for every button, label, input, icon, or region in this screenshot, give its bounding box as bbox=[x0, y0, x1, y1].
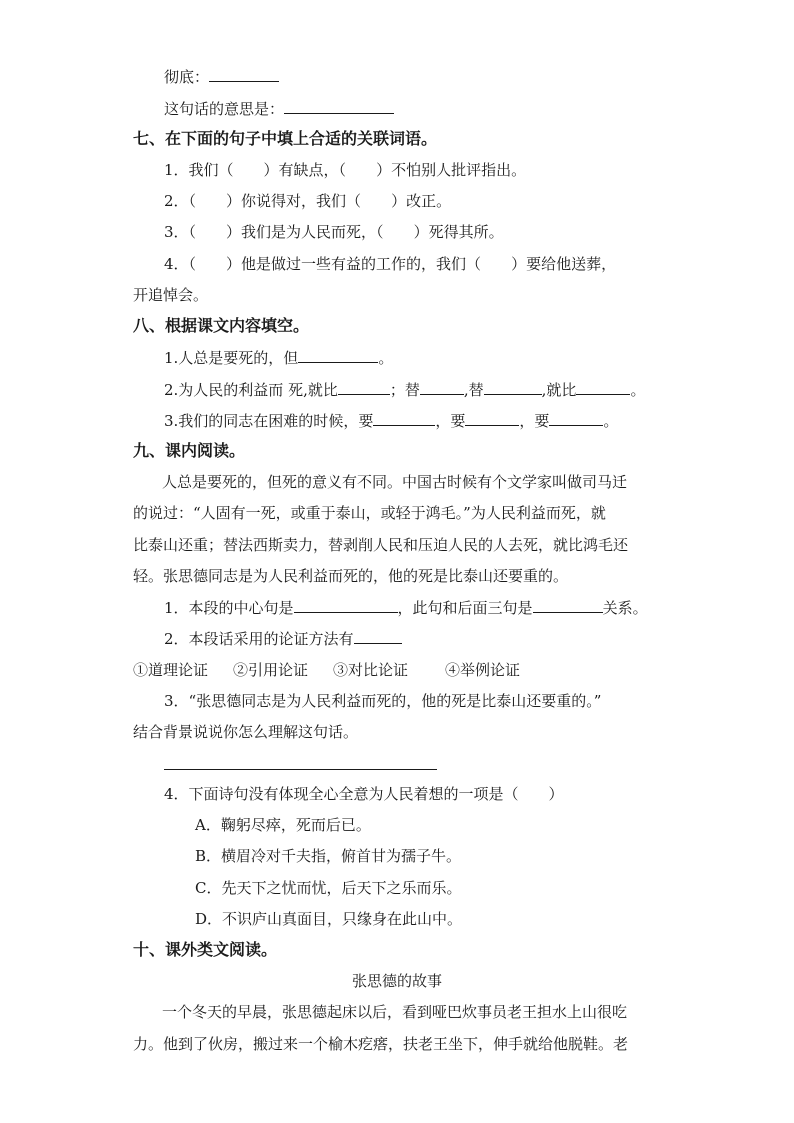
sec9-q1-blank-2[interactable] bbox=[533, 597, 603, 613]
section-10-heading: 十、课外类文阅读。 bbox=[133, 940, 278, 959]
sec9-question-2: 2．本段话采用的论证方法有 bbox=[164, 628, 402, 649]
option-3[interactable]: ③对比论证 bbox=[333, 661, 409, 679]
sec8-question-3: 3.我们的同志在困难的时候，要 ，要 ，要 。 bbox=[164, 412, 619, 430]
sec8-q1-blank[interactable] bbox=[298, 347, 378, 363]
sec9-question-3-line-1: 3．“张思德同志是为人民利益而死的，他的死是比泰山还要重的。” bbox=[164, 692, 602, 710]
sec7-question-3: 3．（ ）我们是为人民而死，（ ）死得其所。 bbox=[164, 223, 504, 241]
sec9-paragraph-line-1: 人总是要死的，但死的意义有不同。中国古时候有个文学家叫做司马迁 bbox=[162, 473, 628, 491]
sec7-question-2: 2．（ ）你说得对，我们（ ）改正。 bbox=[164, 192, 452, 210]
chedi-label: 彻底： bbox=[164, 68, 210, 86]
section-7-heading: 七、在下面的句子中填上合适的关联词语。 bbox=[133, 129, 438, 148]
sec9-q2-options bbox=[133, 660, 520, 680]
option-4[interactable]: ④举例论证 bbox=[445, 661, 521, 679]
choice-b[interactable]: B．横眉冷对千夫指，俯首甘为孺子牛。 bbox=[195, 847, 462, 865]
sec8-q3-blank-3[interactable] bbox=[549, 410, 603, 426]
sec9-paragraph-line-4: 轻。张思德同志是为人民利益而死的，他的死是比泰山还要重的。 bbox=[133, 567, 569, 585]
story-title: 张思德的故事 bbox=[351, 972, 442, 990]
meaning-line bbox=[164, 98, 394, 119]
sec7-question-4-cont: 开追悼会。 bbox=[133, 286, 209, 304]
sec7-question-4: 4．（ ）他是做过一些有益的工作的，我们（ ）要给他送葬， bbox=[164, 255, 617, 273]
sec8-q2-blank-2[interactable] bbox=[420, 379, 464, 395]
sec9-q2-blank[interactable] bbox=[354, 628, 402, 644]
meaning-label: 这句话的意思是： bbox=[164, 100, 285, 118]
sec9-paragraph-line-2: 的说过：“人固有一死，或重于泰山，或轻于鸿毛。”为人民利益而死，就 bbox=[133, 504, 606, 522]
sec8-question-2: 2.为人民的利益而 死,就比 ；替 ,替 ,就比 。 bbox=[164, 381, 646, 399]
chedi-line bbox=[164, 66, 279, 87]
meaning-blank[interactable] bbox=[284, 98, 394, 114]
sec9-question-4: 4．下面诗句没有体现全心全意为人民着想的一项是（ ） bbox=[164, 785, 564, 803]
section-8-heading: 八、根据课文内容填空。 bbox=[133, 316, 310, 335]
sec10-paragraph-line-2: 力。他到了伙房，搬过来一个榆木疙瘩，扶老王坐下，伸手就给他脱鞋。老 bbox=[133, 1035, 629, 1053]
sec10-paragraph-line-1: 一个冬天的早晨，张思德起床以后，看到哑巴炊事员老王担水上山很吃 bbox=[162, 1003, 628, 1021]
option-1[interactable]: ①道理论证 bbox=[133, 661, 209, 679]
sec8-q3-blank-1[interactable] bbox=[373, 410, 435, 426]
sec7-question-1: 1．我们（ ）有缺点，（ ）不怕别人批评指出。 bbox=[164, 161, 527, 179]
sec9-q3-answer-line[interactable] bbox=[164, 769, 437, 770]
sec8-question-1: 1.人总是要死的，但 。 bbox=[164, 349, 394, 367]
option-2[interactable]: ②引用论证 bbox=[233, 661, 309, 679]
sec9-q1-blank-1[interactable] bbox=[294, 597, 398, 613]
sec8-q2-blank-4[interactable] bbox=[576, 379, 630, 395]
sec8-q2-blank-1[interactable] bbox=[338, 379, 390, 395]
sec8-q3-blank-2[interactable] bbox=[465, 410, 519, 426]
choice-d[interactable]: D．不识庐山真面目，只缘身在此山中。 bbox=[195, 910, 463, 928]
choice-a[interactable]: A．鞠躬尽瘁，死而后已。 bbox=[195, 816, 371, 834]
choice-c[interactable]: C．先天下之忧而忧，后天下之乐而乐。 bbox=[195, 879, 462, 897]
sec9-question-1: 1．本段的中心句是 ，此句和后面三句是 关系。 bbox=[164, 599, 648, 617]
section-9-heading: 九、课内阅读。 bbox=[133, 441, 246, 460]
sec8-q2-blank-3[interactable] bbox=[484, 379, 542, 395]
sec9-paragraph-line-3: 比泰山还重；替法西斯卖力，替剥削人民和压迫人民的人去死，就比鸿毛还 bbox=[133, 536, 629, 554]
chedi-blank[interactable] bbox=[209, 66, 279, 82]
sec9-question-3-line-2: 结合背景说说你怎么理解这句话。 bbox=[133, 723, 359, 741]
